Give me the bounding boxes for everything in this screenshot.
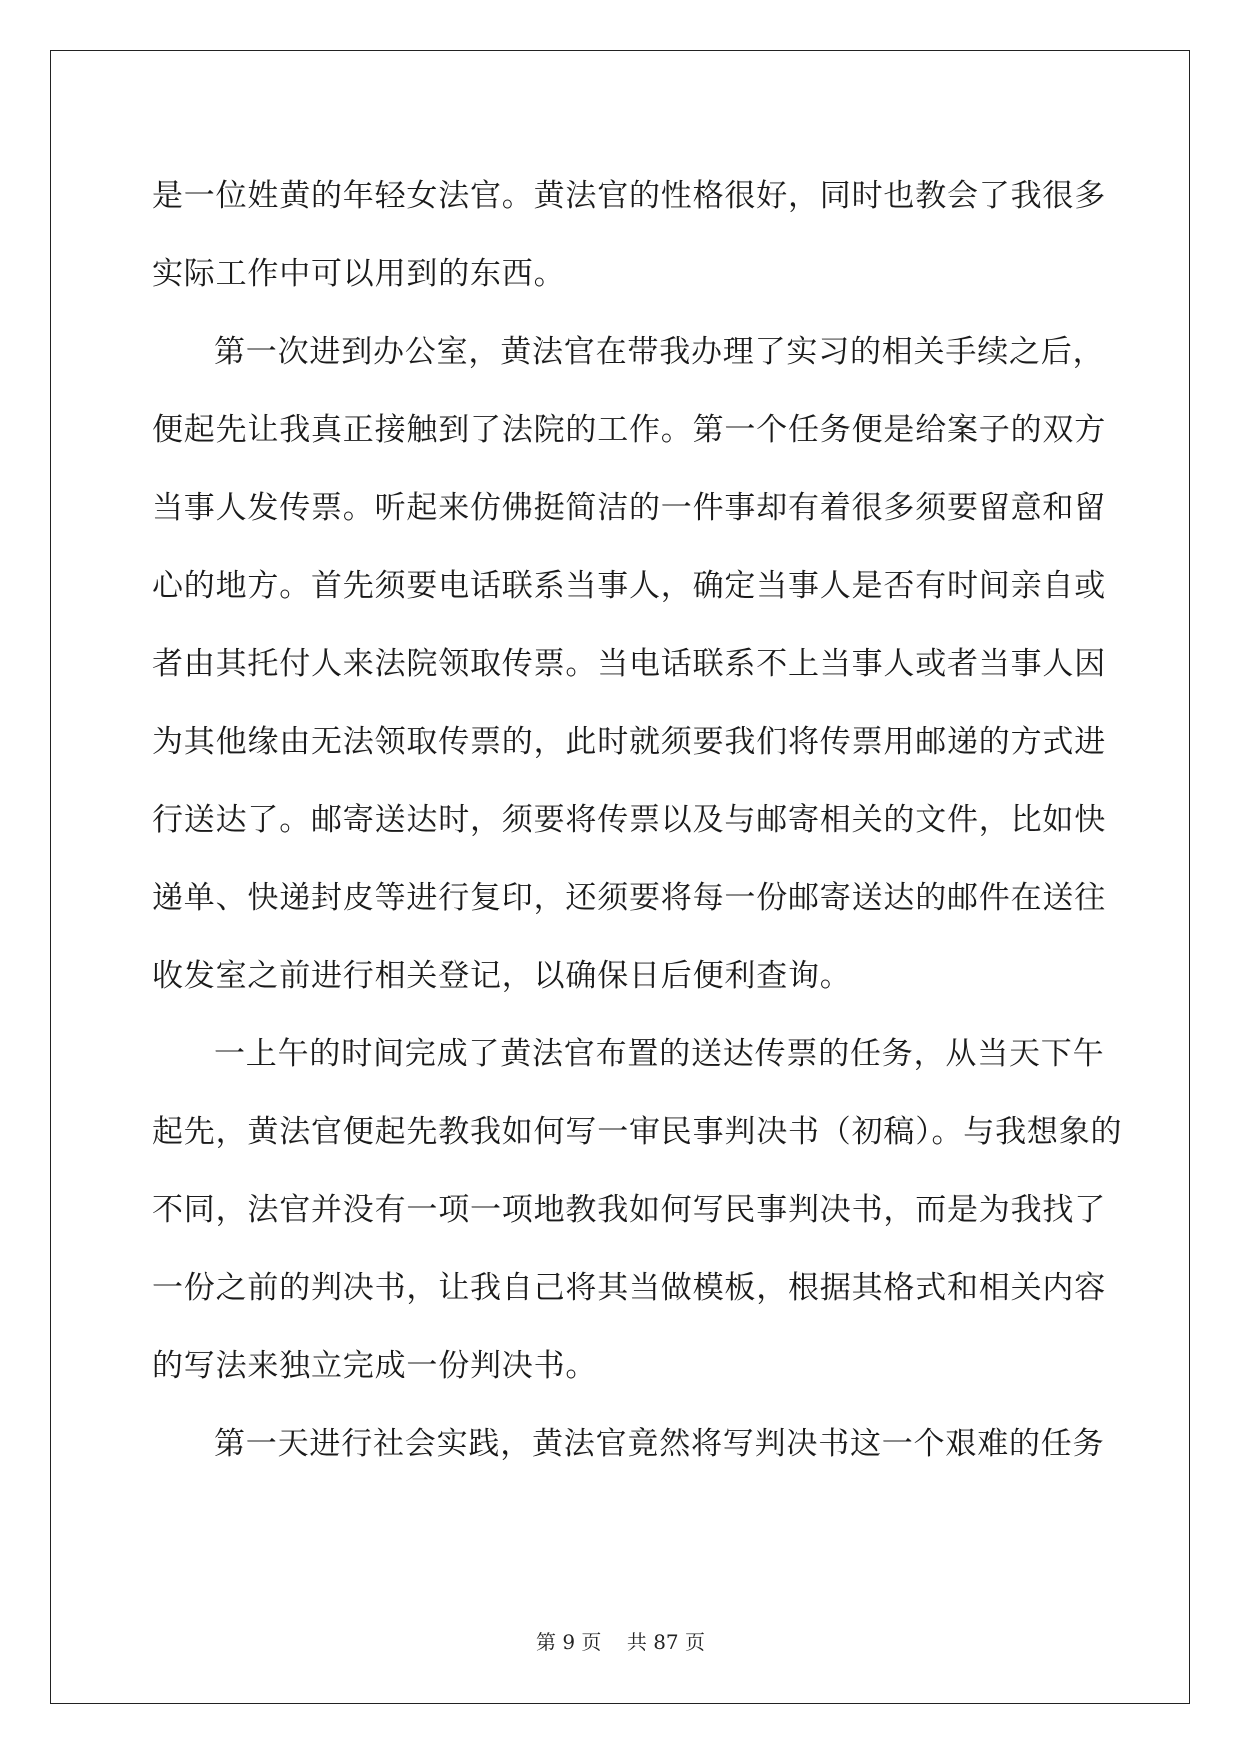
page-number-footer: 第 9 页 共 87 页 (535, 1630, 706, 1654)
text-line: 为其他缘由无法领取传票的，此时就须要我们将传票用邮递的方式进 (152, 724, 1106, 760)
text-line: 的写法来独立完成一份判决书。 (152, 1348, 598, 1384)
text-line: 起先，黄法官便起先教我如何写一审民事判决书（初稿）。与我想象的 (152, 1114, 1123, 1150)
text-line: 一上午的时间完成了黄法官布置的送达传票的任务，从当天下午 (214, 1036, 1105, 1072)
text-line: 心的地方。首先须要电话联系当事人，确定当事人是否有时间亲自或 (152, 568, 1106, 604)
text-line: 收发室之前进行相关登记，以确保日后便利查询。 (152, 958, 852, 994)
document-body (152, 157, 1123, 1483)
text-line: 实际工作中可以用到的东西。 (152, 256, 566, 292)
text-line: 当事人发传票。听起来仿佛挺简洁的一件事却有着很多须要留意和留 (152, 490, 1106, 526)
text-line: 一份之前的判决书，让我自己将其当做模板，根据其格式和相关内容 (152, 1270, 1106, 1306)
text-line: 第一天进行社会实践，黄法官竟然将写判决书这一个艰难的任务 (214, 1426, 1105, 1462)
text-line: 递单、快递封皮等进行复印，还须要将每一份邮寄送达的邮件在送往 (152, 880, 1106, 916)
text-line: 第一次进到办公室，黄法官在带我办理了实习的相关手续之后， (214, 334, 1105, 370)
text-line: 是一位姓黄的年轻女法官。黄法官的性格很好，同时也教会了我很多 (152, 178, 1106, 214)
text-line: 行送达了。邮寄送达时，须要将传票以及与邮寄相关的文件，比如快 (152, 802, 1106, 838)
text-line: 不同，法官并没有一项一项地教我如何写民事判决书，而是为我找了 (152, 1192, 1106, 1228)
text-line: 者由其托付人来法院领取传票。当电话联系不上当事人或者当事人因 (152, 646, 1106, 682)
text-line: 便起先让我真正接触到了法院的工作。第一个任务便是给案子的双方 (152, 412, 1106, 448)
